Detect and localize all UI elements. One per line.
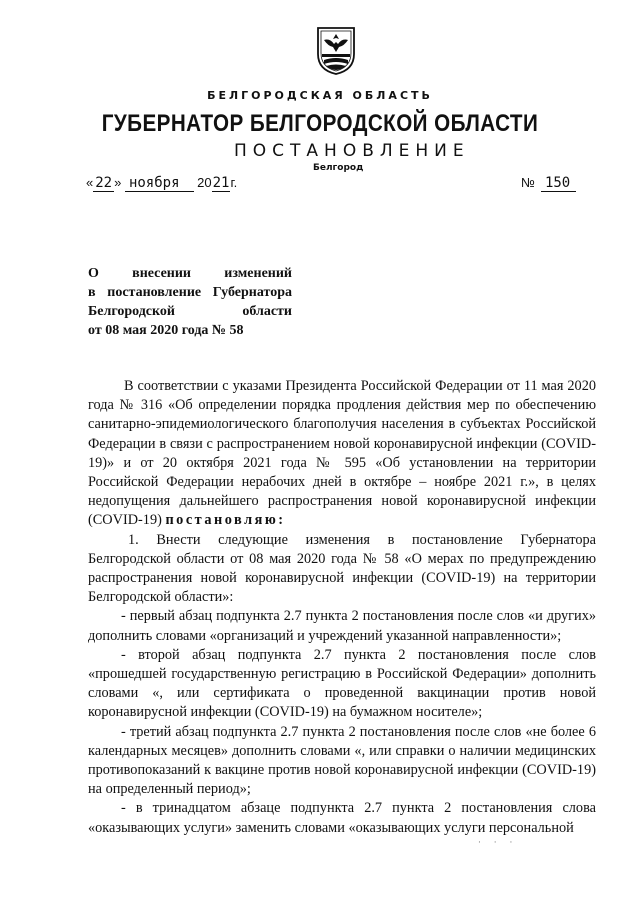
document-number [521, 175, 576, 191]
subject-line: в постановление Губернатора [88, 285, 292, 300]
date-month: ноября [125, 175, 194, 192]
document-date [86, 175, 237, 191]
scan-marks: · · · [478, 838, 518, 848]
date-close-quote: » [114, 175, 122, 190]
intro-paragraph [88, 377, 596, 531]
document-body [88, 377, 596, 838]
date-day: 22 [95, 175, 113, 191]
subitem-paragraph: - второй абзац подпункта 2.7 пункта 2 постановления после слов «прошедшей государственную регистрацию в Российской Федерации» дополнить словами «, или сертификата о проведенной вакцинации против новой коронавирусной инфекции (COVID-19) на бумажном носителе»; [88, 646, 596, 721]
subject-line: от 08 мая 2020 года № 58 [88, 323, 244, 338]
document-type: ПОСТАНОВЛЕНИЕ [234, 141, 470, 161]
date-year-prefix: 20 [197, 175, 212, 190]
subitem-paragraph: - в тринадцатом абзаце подпункта 2.7 пункта 2 постановления слова «оказывающих услуги» заменить словами «оказывающих услуги персональной [88, 800, 596, 836]
resolve-word: постановляю: [165, 512, 286, 529]
subitem-paragraph: - первый абзац подпункта 2.7 пункта 2 постановления после слов «и других» дополнить словами «организаций и учреждений указанной направленности»; [88, 608, 596, 644]
date-year-suffix: 21 [212, 175, 230, 191]
date-year-unit: г. [230, 175, 238, 190]
subitem-paragraph: - третий абзац подпункта 2.7 пункта 2 постановления после слов «не более 6 календарных месяцев» дополнить словами «, или справки о наличии медицинских противопоказаний к вакцине против новой коронавирусной инфекции (COVID-19) на определенный период»; [88, 723, 596, 798]
item-1-paragraph: 1. Внести следующие изменения в постановление Губернатора Белгородской области от 08 мая 2020 года № 58 «О мерах по предупреждению распространения новой коронавирусной инфекции (COVID-19) на территории Белгородской области»: [88, 531, 596, 606]
number-value: 150 [541, 175, 576, 192]
governor-title: ГУБЕРНАТОР БЕЛГОРОДСКОЙ ОБЛАСТИ [101, 110, 539, 137]
number-label: № [521, 175, 535, 190]
subject-line: О внесении изменений [88, 266, 292, 281]
region-title: БЕЛГОРОДСКАЯ ОБЛАСТЬ [207, 89, 433, 102]
city-label: Белгород [313, 163, 364, 173]
coat-of-arms-emblem [316, 26, 356, 76]
intro-text: В соответствии с указами Президента Российской Федерации от 11 мая 2020 года № 316 «Об определении порядка продления действия мер по обеспечению санитарно-эпидемиологического благополучия населения в субъектах Российской Федерации в связи с распространением новой коронавирусной инфекции (COVID-19)» и от 20 октября 2021 года № 595 «Об установлении на территории Российской Федерации нерабочих дней в октябре – ноябре 2021 г.», в целях недопущения дальнейшего распространения новой коронавирусной инфекции (COVID-19) [88, 378, 596, 529]
document-subject [88, 264, 292, 340]
date-open-quote: « [86, 175, 94, 190]
subject-line: Белгородской области [88, 304, 292, 319]
